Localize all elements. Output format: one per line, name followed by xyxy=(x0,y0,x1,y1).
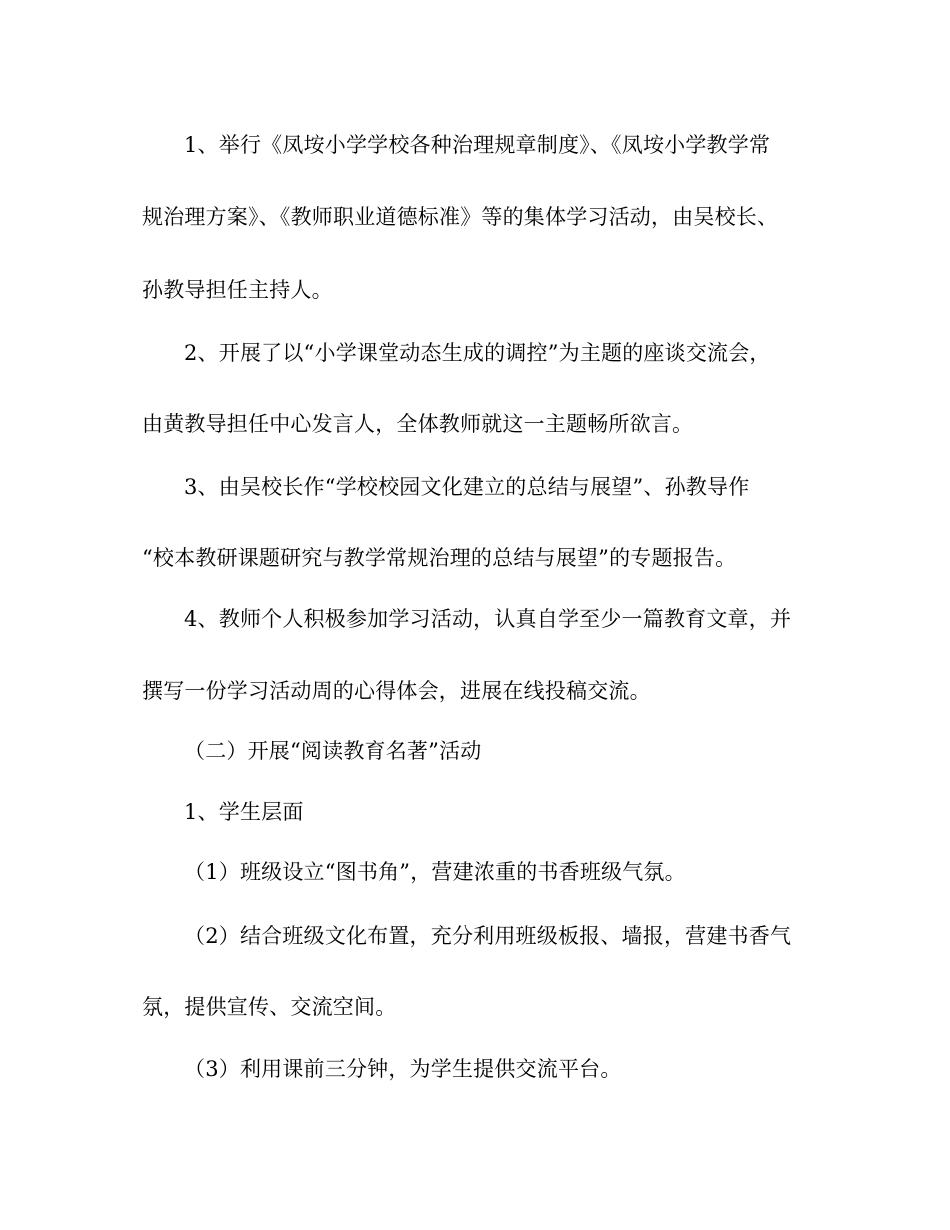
paragraph-line: （1）班级设立“图书角”，营建浓重的书香班级气氛。 xyxy=(184,860,686,884)
paragraph-line: 1、举行《凤垵小学学校各种治理规章制度》、《凤垵小学教学常 xyxy=(184,133,771,157)
paragraph-line: （2）结合班级文化布置，充分利用班级板报、墙报，营建书香气 xyxy=(184,924,792,948)
paragraph-line: （3）利用课前三分钟，为学生提供交流平台。 xyxy=(184,1057,622,1081)
paragraph-line: 撰写一份学习活动周的心得体会，进展在线投稿交流。 xyxy=(142,679,651,703)
paragraph-line: 氛，提供宣传、交流空间。 xyxy=(142,995,397,1019)
section-heading: （二）开展“阅读教育名著”活动 xyxy=(184,739,482,763)
paragraph-line: 由黄教导担任中心发言人，全体教师就这一主题畅所欲言。 xyxy=(142,412,694,436)
subsection-heading: 1、学生层面 xyxy=(184,800,304,824)
paragraph-line: 4、教师个人积极参加学习活动，认真自学至少一篇教育文章，并 xyxy=(184,607,792,631)
paragraph-line: 2、开展了以“小学课堂动态生成的调控”为主题的座谈交流会， xyxy=(184,341,771,365)
paragraph-line: 规治理方案》、《教师职业道德标准》等的集体学习活动，由吴校长、 xyxy=(142,205,779,229)
paragraph-line: 3、由吴校长作“学校校园文化建立的总结与展望”、孙教导作 xyxy=(184,475,750,499)
paragraph-line: 孙教导担任主持人。 xyxy=(142,278,333,302)
paragraph-line: “校本教研课题研究与教学常规治理的总结与展望”的专题报告。 xyxy=(142,546,737,570)
